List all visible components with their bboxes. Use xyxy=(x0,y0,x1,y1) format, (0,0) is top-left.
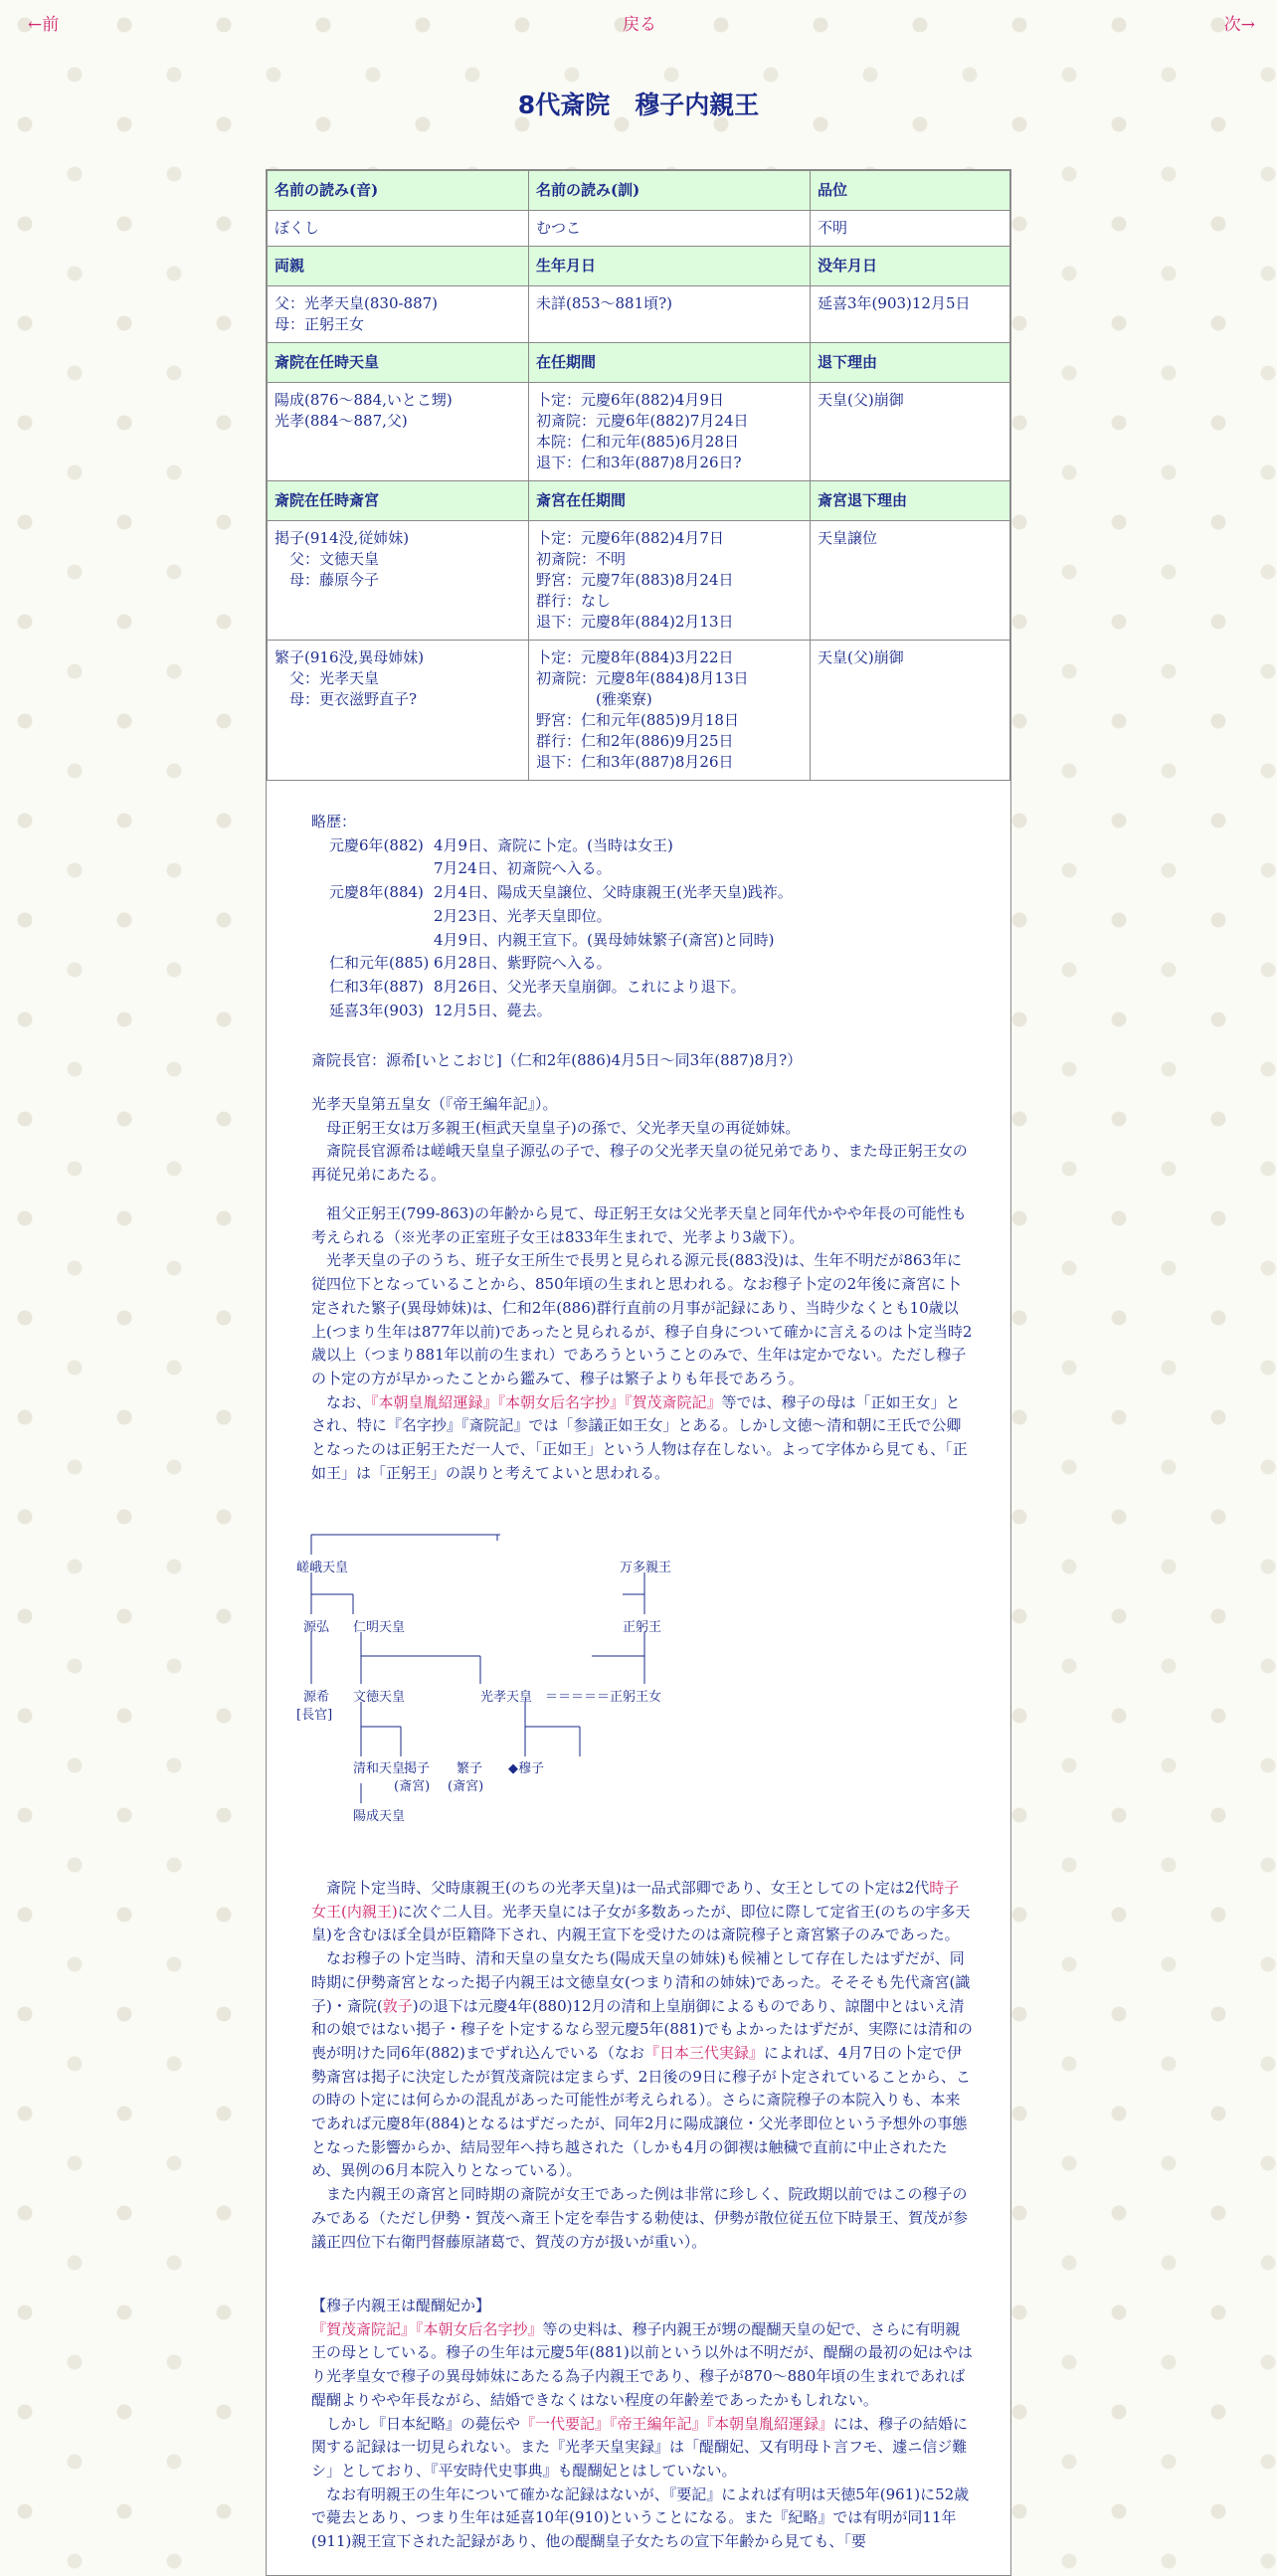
history-row xyxy=(311,905,973,929)
tree-node-gen-ki: 源希 xyxy=(303,1690,330,1705)
history-date: 元慶8年(884) xyxy=(329,883,424,902)
page-title: 8代斎院 穆子内親王 xyxy=(517,91,760,119)
header-cell: 斎宮退下理由 xyxy=(811,481,1010,521)
paragraph-line: また内親王の斎宮と同時期の斎院が女王であった例は非常に珍しく、院政期以前ではこの穆子のみである（ただし伊勢・賀茂へ斎王卜定を奉告する勅使は、伊勢が散位従五位下時景王、賀茂が参議正四位下右衛門督藤原諸葛で、賀茂の方が扱いが重い）。 xyxy=(311,2185,969,2251)
cell-line: 母：正躬王女 xyxy=(274,315,365,333)
next-link[interactable]: 次→ xyxy=(1223,15,1255,35)
history-text: 2月4日、陽成天皇譲位、父時康親王(光孝天皇)践祚。 xyxy=(434,883,793,902)
cell-line: 初斎院：不明 xyxy=(536,550,627,568)
cell-line: 野宮：仁和元年(885)9月18日 xyxy=(536,711,739,729)
history-date: 延喜3年(903) xyxy=(329,1001,424,1019)
paragraph-line: 母正躬王女は万多親王(桓武天皇皇子)の孫で、父光孝天皇の再従姉妹。 xyxy=(311,1118,801,1137)
table-row xyxy=(268,211,1010,247)
table-cell xyxy=(268,286,529,343)
source-link[interactable]: 『一代要記』『帝王編年記』『本朝皇胤紹運録』 xyxy=(520,2414,834,2433)
text-span: しかし『日本紀略』の薨伝や xyxy=(311,2414,521,2433)
cell-line: 天皇譲位 xyxy=(818,529,878,547)
table-cell xyxy=(529,521,811,641)
header-cell: 斎院在任時斎宮 xyxy=(268,481,529,521)
table-cell xyxy=(811,383,1010,481)
paragraph-origin xyxy=(311,1093,973,1188)
paragraph-line xyxy=(311,2318,973,2413)
text-span: に次ぐ二人目。光孝天皇には子女が多数あったが、即位に際して定省王(のちの宇多天皇)を含むほぼ全員が臣籍降下され、内親王宣下を受けたのは斎院穆子と斎宮繁子のみであった。 xyxy=(311,1902,971,1944)
tree-node-seiwa: 清和天皇 xyxy=(353,1761,406,1776)
paragraph-age xyxy=(311,1202,973,1485)
tree-node-kishi-note: (斎宮) xyxy=(394,1779,431,1794)
tree-node-kishi: 掲子 xyxy=(404,1761,431,1776)
cell-line: 本院：仁和元年(885)6月28日 xyxy=(536,433,739,451)
history-row xyxy=(311,834,973,858)
table-header-row xyxy=(268,481,1010,521)
table-row xyxy=(268,383,1010,481)
cell-line: 退下：仁和3年(887)8月26日? xyxy=(536,454,742,471)
cell-line: 天皇(父)崩御 xyxy=(818,391,904,409)
atsuko-link[interactable]: 敦子 xyxy=(382,1996,413,2015)
text-span: には、穆子の結婚に関する記録は一切見られない。また『光孝天皇実録』は「醍醐妃、又有明母ト言フモ、遽ニ信ジ難シ」としており、『平安時代史事典』も醍醐妃とはしていない。 xyxy=(311,2414,969,2480)
history-date: 仁和3年(887) xyxy=(329,977,424,996)
back-link[interactable]: 戻る xyxy=(623,15,656,35)
table-cell xyxy=(268,383,529,481)
table-header-row xyxy=(268,343,1010,383)
history-date: 元慶6年(882) xyxy=(329,835,424,854)
paragraph-line xyxy=(311,2413,973,2484)
tree-marriage-line: ＝＝＝＝＝ xyxy=(545,1690,611,1705)
tree-node-hanshi-note: (斎宮) xyxy=(448,1779,484,1794)
family-tree-lines xyxy=(291,1523,848,1841)
history-row xyxy=(311,952,973,976)
tree-node-hanshi: 繁子 xyxy=(456,1761,483,1776)
cell-line: 繁子(916没,異母姉妹) xyxy=(274,648,425,666)
tree-node-mutsuko: ◆穆子 xyxy=(508,1761,544,1776)
header-cell: 斎院在任時天皇 xyxy=(268,343,529,383)
paragraph-selection xyxy=(311,1877,973,2254)
text-span: によれば、4月7日の卜定で伊勢斎宮は掲子に決定したが賀茂斎院は定まらず、2日後の9日に穆子が卜定されていることから、この時の卜定には何らかの混乱があった可能性が考えられる）。さらに斎院穆子の本院入りも、本来であれば元慶8年(884)となるはずだったが、同年2月に陽成譲位・父光孝即位という予想外の事態となった影響からか、結局翌年へ持ち越された（しかも4月の御禊は触穢で直前に中止されたため、異例の6月本院入りとなっている）。 xyxy=(311,2043,971,2180)
cell-line: 卜定：元慶6年(882)4月7日 xyxy=(536,529,724,547)
info-table xyxy=(267,170,1010,781)
paragraph-line: 光孝天皇第五皇女（『帝王編年記』）。 xyxy=(311,1095,558,1113)
prev-link[interactable]: ←前 xyxy=(28,15,60,35)
history-row xyxy=(311,857,973,881)
tree-node-ninmyo: 仁明天皇 xyxy=(353,1620,406,1635)
cell-line: 母：更衣滋野直子? xyxy=(274,690,418,708)
table-row xyxy=(268,641,1010,781)
text-span: なお穆子の卜定当時、清和天皇の皇女たち(陽成天皇の姉妹)も候補として存在したはずだが、同時期に伊勢斎宮となった掲子内親王は文徳皇女(つまり清和の姉妹)であった。そそそも先代斎宮(識子)・斎院( xyxy=(311,1949,971,2015)
cell-line: 未詳(853～881頃?) xyxy=(536,294,673,312)
header-cell: 品位 xyxy=(811,171,1010,211)
cell-line: 野宮：元慶7年(883)8月24日 xyxy=(536,571,734,589)
officer-note: 斎院長官：源希[いとこおじ]（仁和2年(886)4月5日～同3年(887)8月?） xyxy=(311,1051,803,1069)
table-cell: 不明 xyxy=(811,211,1010,247)
cell-line: 父：光孝天皇 xyxy=(274,669,380,687)
paragraph-daigo xyxy=(311,2295,973,2554)
table-cell: ぼくし xyxy=(268,211,529,247)
family-tree xyxy=(291,1523,848,1841)
paragraph-line: 祖父正躬王(799-863)の年齢から見て、母正躬王女は父光孝天皇と同年代かやや年長の可能性も考えられる（※光孝の正室班子女王は833年生まれで、光孝より3歳下）。 xyxy=(311,1204,967,1246)
paragraph-line xyxy=(311,1877,973,1947)
sandai-jitsuroku-link[interactable]: 『日本三代実録』 xyxy=(643,2043,764,2062)
history-date xyxy=(311,929,434,953)
header-cell: 名前の読み(音) xyxy=(268,171,529,211)
tree-node-koko: 光孝天皇 xyxy=(480,1690,533,1705)
history-list xyxy=(311,811,973,1022)
cell-line: 群行：仁和2年(886)9月25日 xyxy=(536,732,734,750)
cell-line: 父：光孝天皇(830-887) xyxy=(274,294,439,312)
header-cell: 名前の読み(訓) xyxy=(529,171,811,211)
tree-node-chokan: [長官] xyxy=(296,1708,333,1723)
table-cell xyxy=(811,286,1010,343)
text-span: 等の史料は、穆子内親王が甥の醍醐天皇の妃で、さらに有明親王の母としている。穆子の生年は元慶5年(881)以前という以外は不明だが、醍醐の最初の妃はやはり光孝皇女で穆子の異母姉妹にあたる為子内親王であり、穆子が870～880年頃の生まれであれば醍醐よりやや年長ながら、結婚できなくはない程度の年齢差であったかもしれない。 xyxy=(311,2319,973,2409)
text-span: なお、 xyxy=(311,1392,372,1411)
cell-line: 天皇(父)崩御 xyxy=(818,648,904,666)
cell-line: 初斎院：元慶8年(884)8月13日 xyxy=(536,669,749,687)
tree-node-masami: 正躬王 xyxy=(623,1620,662,1635)
table-cell xyxy=(268,641,529,781)
history-row xyxy=(311,976,973,1000)
table-cell xyxy=(529,286,811,343)
history-date: 仁和元年(885) xyxy=(329,954,430,973)
history-text: 2月23日、光孝天皇即位。 xyxy=(434,906,612,925)
paragraph-line xyxy=(311,1391,973,1486)
paragraph-line: 斎院長官源希は嵯峨天皇皇子源弘の子で、穆子の父光孝天皇の従兄弟であり、また母正躬王女の再従兄弟にあたる。 xyxy=(311,1142,968,1185)
history-row xyxy=(311,1000,973,1023)
header-cell: 斎宮在任期間 xyxy=(529,481,811,521)
paragraph-line: 光孝天皇の子のうち、班子女王所生で長男と見られる源元長(883没)は、生年不明だが863年に従四位下となっていることから、850年頃の生まれと思われる。なお穆子卜定の2年後に斎宮に卜定された繁子(異母姉妹)は、仁和2年(886)群行直前の月事が記録にあり、当時少なくとも10歳以上(つまり生年は877年以前)であったと見られるが、穆子自身について確かに言えるのは卜定当時2歳以上（つまり881年以前の生まれ）であろうということのみで、生年は定かでない。ただし穆子の卜定の方が早かったことから鑑みて、穆子は繁子よりも年長であろう。 xyxy=(311,1251,973,1387)
text-span: 等では、穆子の母は「正如王女」とされ、特に『名字抄』『斎院記』では「参議正如王女」とある。しかし文徳～清和朝に王氏で公卿となったのは正躬王ただ一人で、「正如王」という人物は存在しない。よって字体から見ても、「正如王」は「正躬王」の誤りと考えてよいと思われる。 xyxy=(311,1392,968,1482)
table-cell xyxy=(811,641,1010,781)
history-text: 4月9日、斎院に卜定。(当時は女王) xyxy=(434,835,673,854)
history-label: 略歴： xyxy=(311,813,357,830)
cell-line: 掲子(914没,従姉妹) xyxy=(274,529,410,547)
history-row xyxy=(311,929,973,953)
table-cell: むつこ xyxy=(529,211,811,247)
table-cell xyxy=(529,383,811,481)
text-span: 斎院卜定当時、父時康親王(のちの光孝天皇)は一品式部卿であり、女王としての卜定は2代 xyxy=(311,1879,930,1897)
cell-line: 卜定：元慶6年(882)4月9日 xyxy=(536,391,724,409)
tree-node-gen-hiro: 源弘 xyxy=(303,1620,330,1635)
table-header-row xyxy=(268,171,1010,211)
cell-line: 母：藤原今子 xyxy=(274,571,380,589)
paragraph-line: なお有明親王の生年について確かな記録はないが、『要記』によれば有明は天徳5年(961)に52歳で薨去とあり、つまり生年は延喜10年(910)ということになる。また『紀略』では有明が同11年(911)親王宣下された記録があり、他の醍醐皇子女たちの宣下年齢から見ても、「要 xyxy=(311,2484,970,2551)
header-cell: 退下理由 xyxy=(811,343,1010,383)
tree-node-yozei: 陽成天皇 xyxy=(353,1809,406,1824)
tree-node-montoku: 文徳天皇 xyxy=(353,1690,406,1705)
source-link[interactable]: 『本朝皇胤紹運録』『本朝女后名字抄』『賀茂斎院記』 xyxy=(371,1392,722,1411)
history-text: 6月28日、紫野院へ入る。 xyxy=(434,954,612,973)
cell-line: 初斎院：元慶6年(882)7月24日 xyxy=(536,412,749,430)
cell-line: 延喜3年(903)12月5日 xyxy=(818,294,971,312)
cell-line: 陽成(876～884,いとこ甥) xyxy=(274,391,453,409)
paragraph-line xyxy=(311,1947,973,2183)
history-date xyxy=(311,905,434,929)
tree-node-manta: 万多親王 xyxy=(620,1561,672,1575)
history-text: 4月9日、内親王宣下。(異母姉妹繁子(斎宮)と同時) xyxy=(434,930,775,949)
content-panel xyxy=(266,169,1011,2576)
tree-node-masami-jo: 正躬王女 xyxy=(610,1690,662,1705)
header-cell: 没年月日 xyxy=(811,247,1010,286)
history-text: 12月5日、薨去。 xyxy=(434,1001,552,1019)
cell-line: 群行：なし xyxy=(536,592,612,610)
history-row xyxy=(311,881,973,905)
history-text: 7月24日、初斎院へ入る。 xyxy=(434,859,612,878)
cell-line: (雅楽寮) xyxy=(536,690,652,708)
section-heading: 【穆子内親王は醍醐妃か】 xyxy=(311,2297,491,2314)
cell-line: 退下：仁和3年(887)8月26日 xyxy=(536,753,734,771)
table-header-row xyxy=(268,247,1010,286)
header-cell: 生年月日 xyxy=(529,247,811,286)
table-cell xyxy=(529,641,811,781)
source-link[interactable]: 『賀茂斎院記』『本朝女后名字抄』 xyxy=(311,2319,543,2338)
table-row xyxy=(268,521,1010,641)
cell-line: 退下：元慶8年(884)2月13日 xyxy=(536,613,734,631)
history-date xyxy=(311,857,434,881)
tree-node-saga: 嵯峨天皇 xyxy=(296,1561,349,1575)
header-cell: 両親 xyxy=(268,247,529,286)
tokiko-link[interactable]: 時子女王(内親王) xyxy=(311,1879,960,1921)
header-cell: 在任期間 xyxy=(529,343,811,383)
cell-line: 光孝(884～887,父) xyxy=(274,412,408,430)
table-cell xyxy=(268,521,529,641)
table-cell xyxy=(811,521,1010,641)
cell-line: 父：文徳天皇 xyxy=(274,550,380,568)
history-text: 8月26日、父光孝天皇崩御。これにより退下。 xyxy=(434,977,746,996)
cell-line: 卜定：元慶8年(884)3月22日 xyxy=(536,648,734,666)
text-span: )の退下は元慶4年(880)12月の清和上皇崩御によるものであり、諒闇中とはいえ清和の娘ではない掲子・穆子を卜定するなら翌元慶5年(881)でもよかったはずだが、実際には清和の喪が明けた同6年(882)までずれ込んでいる（なお xyxy=(311,1996,973,2062)
table-row xyxy=(268,286,1010,343)
